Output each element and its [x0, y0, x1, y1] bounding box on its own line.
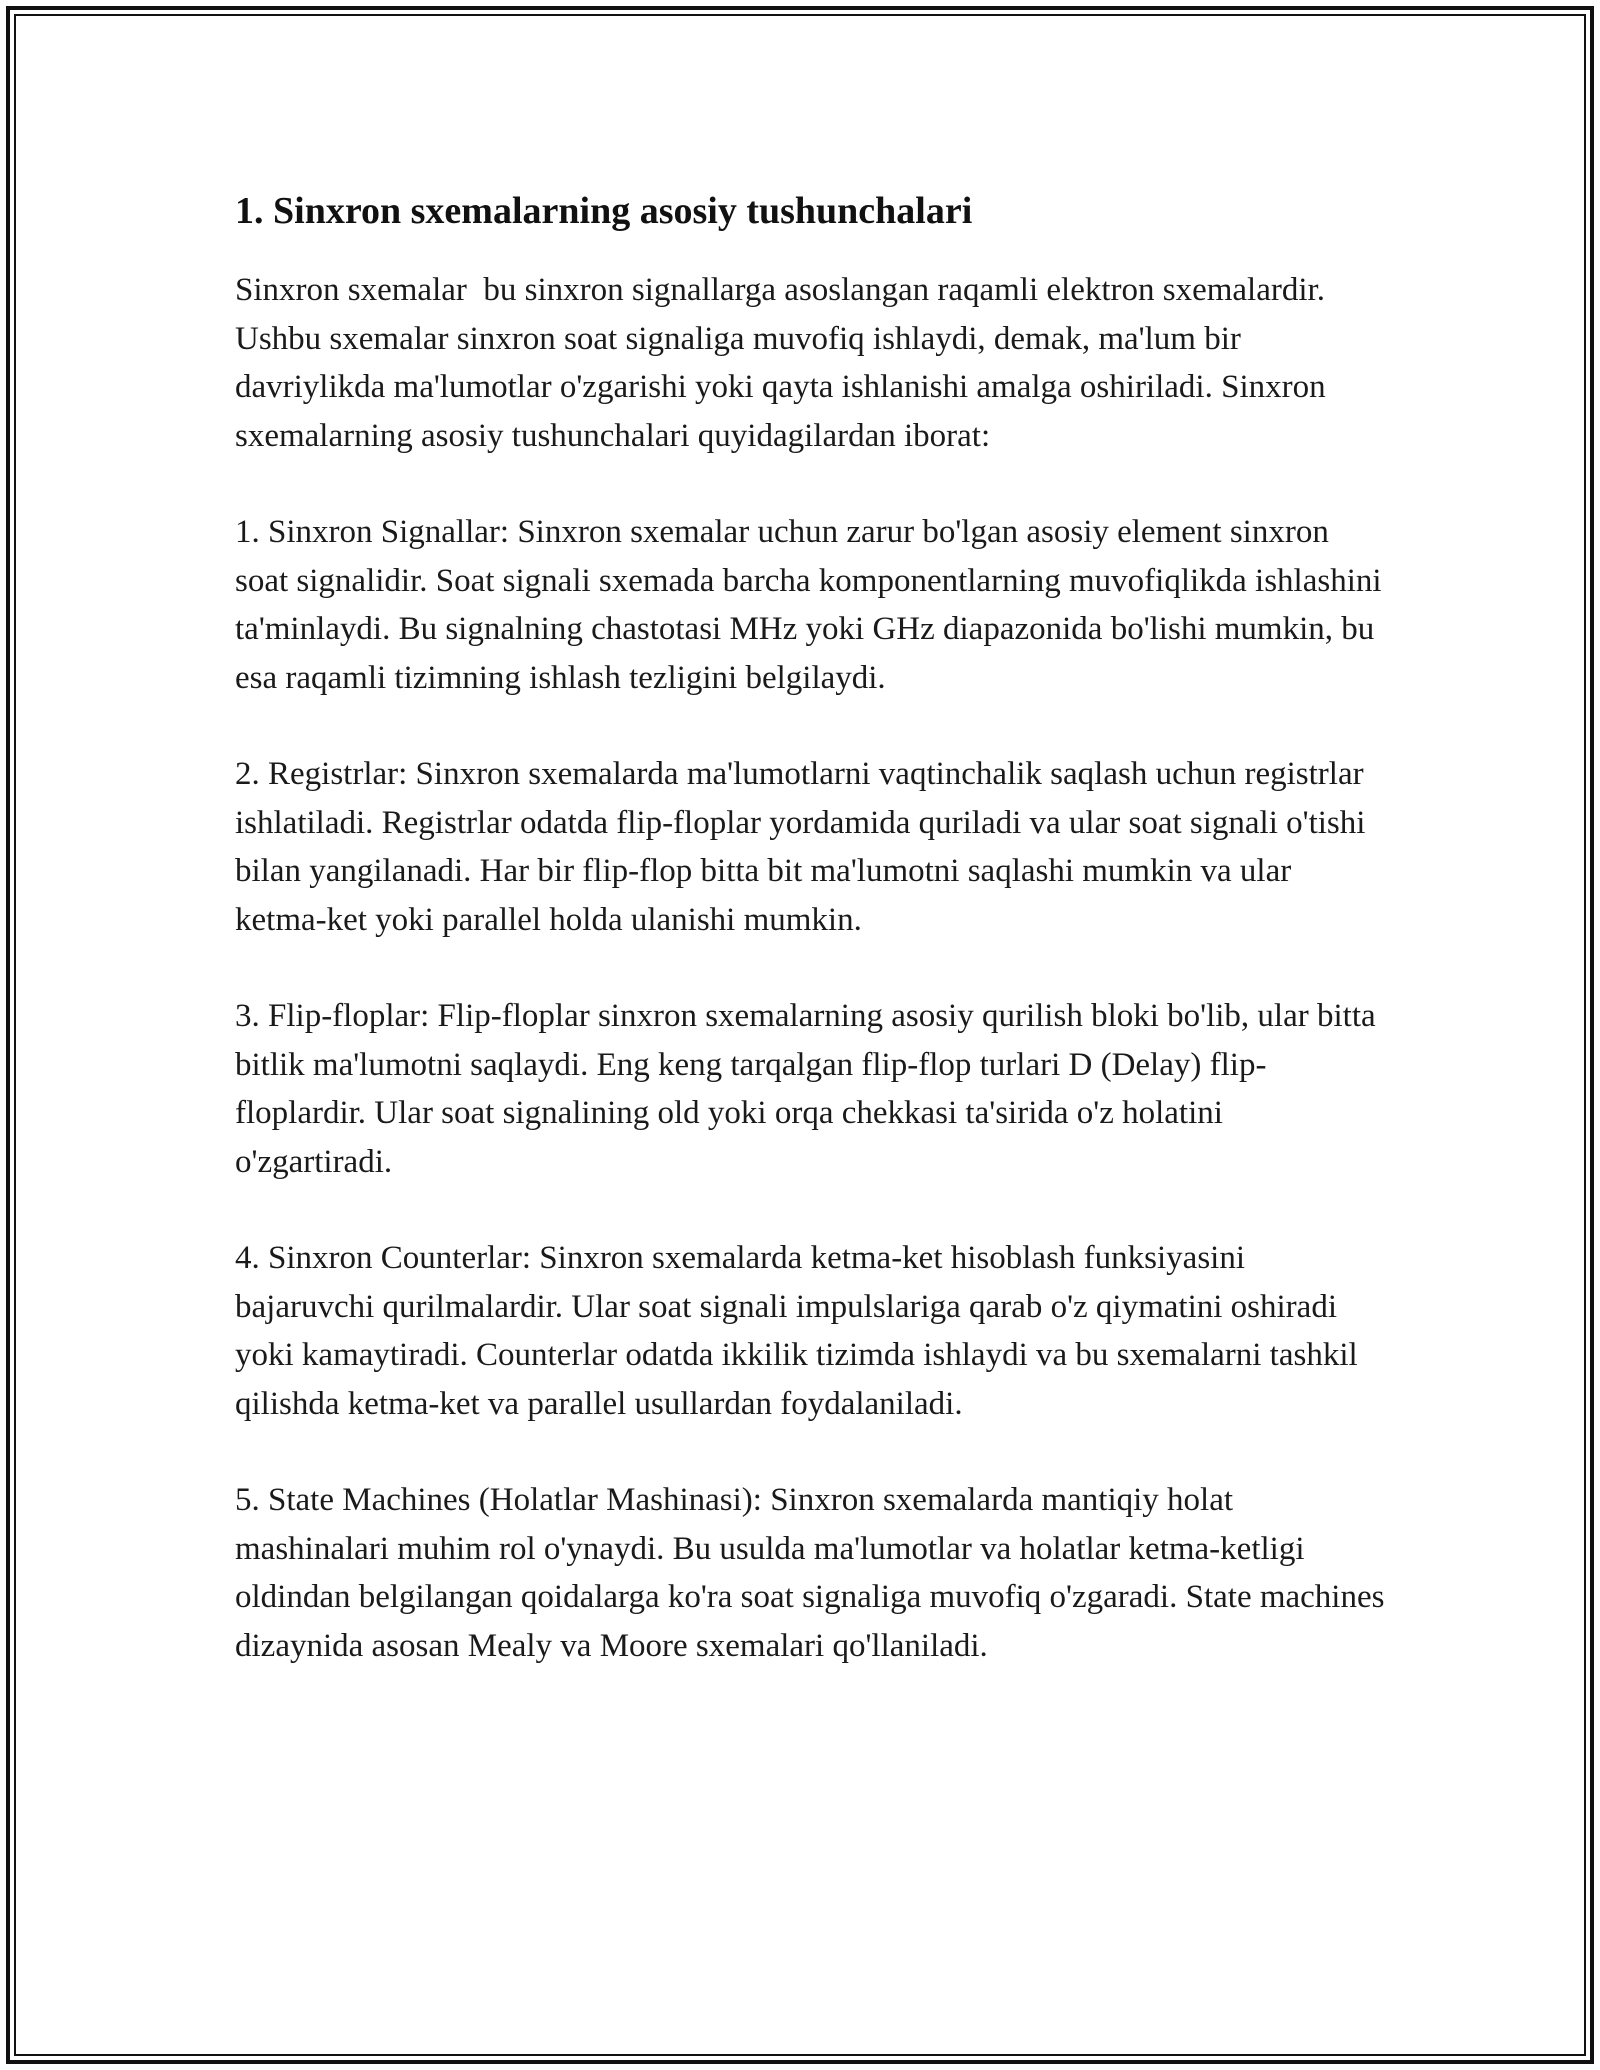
document-body — [235, 188, 1393, 1718]
list-item-registrlar: 2. Registrlar: Sinxron sxemalarda ma'lumotlarni vaqtinchalik saqlash uchun registrlar ishlatiladi. Registrlar odatda flip-floplar yordamida quriladi va ular soat signali o'tishi bilan yangilanadi. Har bir flip-flop bitta bit ma'lumotni saqlashi mumkin va ular ketma-ket yoki parallel holda ulanishi mumkin. — [235, 756, 1374, 938]
list-item-sinxron-counterlar: 4. Sinxron Counterlar: Sinxron sxemalarda ketma-ket hisoblash funksiyasini bajaruvchi qurilmalardir. Ular soat signali impulslariga qarab o'z qiymatini oshiradi yoki kamaytiradi. Counterlar odatda ikkilik tizimda ishlaydi va bu sxemalarni tashkil qilishda ketma-ket va parallel usullardan foydalaniladi. — [235, 1240, 1366, 1422]
intro-paragraph: Sinxron sxemalar bu sinxron signallarga asoslangan raqamli elektron sxemalardir. Ushbu sxemalar sinxron soat signaliga muvofiq ishlaydi, demak, ma'lum bir davriylikda ma'lumotlar o'zgarishi yoki qayta ishlanishi amalga oshiriladi. Sinxron sxemalarning asosiy tushunchalari quyidagilardan iborat: — [235, 272, 1334, 454]
list-item-flip-floplar: 3. Flip-floplar: Flip-floplar sinxron sxemalarning asosiy qurilish bloki bo'lib, ular bitta bitlik ma'lumotni saqlaydi. Eng keng tarqalgan flip-flop turlari D (Delay) flip-floplardir. Ular soat signalining old yoki orqa chekkasi ta'sirida o'z holatini o'zgartiradi. — [235, 998, 1384, 1180]
list-item-sinxron-signallar: 1. Sinxron Signallar: Sinxron sxemalar uchun zarur bo'lgan asosiy element sinxron soat signalidir. Soat signali sxemada barcha komponentlarning muvofiqlikda ishlashini ta'minlaydi. Bu signalning chastotasi MHz yoki GHz diapazonida bo'lishi mumkin, bu esa raqamli tizimning ishlash tezligini belgilaydi. — [235, 514, 1390, 696]
section-heading: 1. Sinxron sxemalarning asosiy tushunchalari — [235, 190, 973, 232]
list-item-state-machines: 5. State Machines (Holatlar Mashinasi): Sinxron sxemalarda mantiqiy holat mashinalari muhim rol o'ynaydi. Bu usulda ma'lumotlar va holatlar ketma-ketligi oldindan belgilangan qoidalarga ko'ra soat signaliga muvofiq o'zgaradi. State machines dizaynida asosan Mealy va Moore sxemalari qo'llaniladi. — [235, 1482, 1393, 1664]
